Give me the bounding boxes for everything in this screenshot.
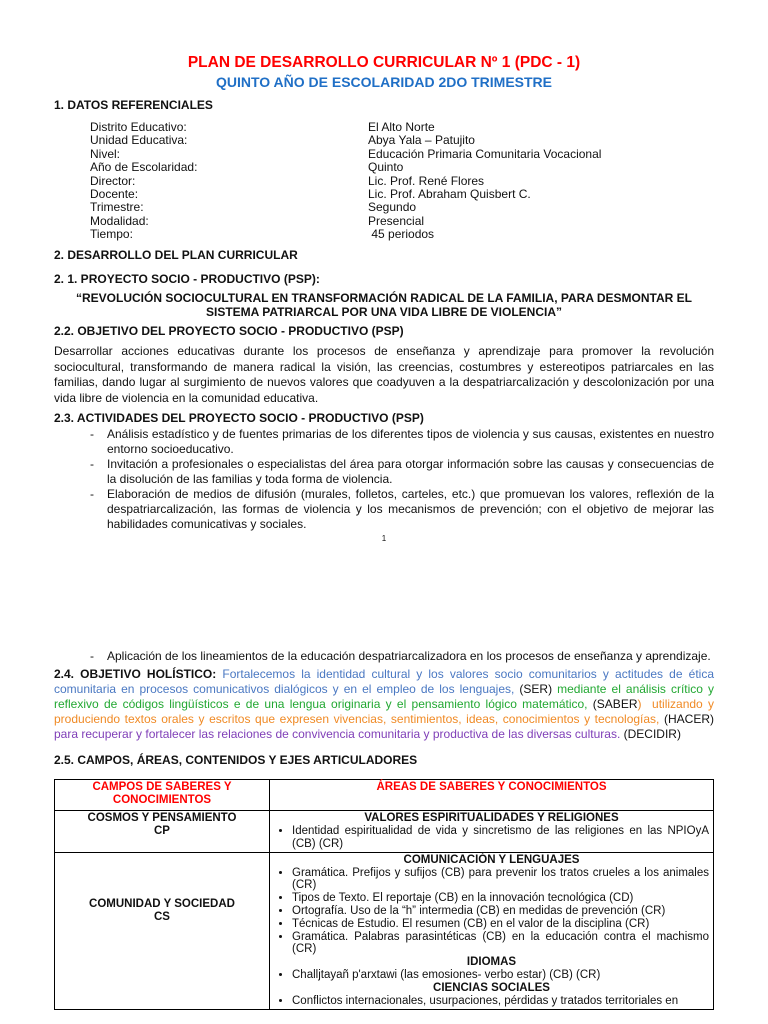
area-content-list: [274, 995, 709, 1008]
table-header-areas: ÁREAS DE SABERES Y CONOCIMIENTOS: [270, 780, 714, 811]
datos-label: Docente:: [90, 186, 139, 201]
list-item: • Challjtayañ p'arxtawi (las emosiones- verbo estar) (CB) (CR): [292, 969, 709, 982]
objetivo-psp-text: Desarrollar acciones educativas durante los procesos de enseñanza y aprendizaje para promover la revolución sociocultural, transformando de manera radical la visión, las creencias, costumbres y estereotipos patriarcales en las familias, dando lugar al surgimiento de nuevos valores que coadyuven a la despatriarcalización y descolonización por una vida libre de violencia en la comunidad educativa.: [54, 344, 714, 405]
areas-cell: [270, 852, 714, 1009]
list-item: • Conflictos internacionales, usurpaciones, pérdidas y tratados territoriales en: [292, 995, 709, 1008]
saber-tag-close: ): [637, 697, 642, 711]
datos-row: [90, 148, 750, 161]
area-title: CIENCIAS SOCIALES: [433, 981, 550, 994]
objetivo-decidir-text: para recuperar y fortalecer las relaciones de convivencia comunitaria y productiva de las diversas culturas.: [54, 712, 721, 741]
datos-value: Segundo: [368, 200, 417, 215]
actividades-list: [90, 427, 714, 532]
list-item: • Técnicas de Estudio. El resumen (CB) en el valor de la disciplina (CR): [292, 918, 709, 931]
table-row: [55, 811, 714, 853]
objetivo-holistico-label: 2.4. OBJETIVO HOLÍSTICO:: [54, 667, 217, 681]
area-content-list: [274, 825, 709, 851]
list-item: • Gramática. Palabras parasintéticas (CB) en la educación contra el machismo (CR): [292, 931, 709, 957]
list-item-text: Invitación a profesionales o especialistas del área para otorgar información sobre las causas y consecuencias de la disolución de las familias y toda forma de violencia.: [107, 457, 714, 486]
datos-row: [90, 228, 750, 241]
campo-code: CS: [154, 911, 170, 924]
datos-value: El Alto Norte: [368, 120, 435, 134]
table-header-campos: CAMPOS DE SABERES Y CONOCIMIENTOS: [55, 780, 270, 811]
datos-label: Modalidad:: [90, 213, 149, 228]
section-heading-psp: 2. 1. PROYECTO SOCIO - PRODUCTIVO (PSP):: [54, 272, 320, 286]
datos-label: Director:: [90, 173, 136, 188]
list-item: • Ortografía. Uso de la “h” intermedia (CB) en medidas de prevención (CR): [292, 905, 709, 918]
datos-row: [90, 188, 750, 201]
campo-name: COMUNIDAD Y SOCIEDAD: [89, 898, 235, 911]
datos-value: 45 periodos: [368, 227, 435, 242]
actividades-list-continued: [90, 649, 714, 664]
datos-row: [90, 175, 750, 188]
datos-row: [90, 201, 750, 214]
objetivo-ser-text: Fortalecemos la identidad cultural y los valores socio comunitarios y actitudes de ética comunitaria en procesos comunicativos dialógicos y en el empleo de los lenguajes,: [54, 667, 714, 696]
section-heading-datos: 1. DATOS REFERENCIALES: [54, 98, 213, 112]
area-title: COMUNICACIÓN Y LENGUAJES: [403, 853, 580, 866]
list-item: - Invitación a profesionales o especialistas del área para otorgar información sobre las causas y consecuencias de la disolución de las familias y toda forma de violencia.: [90, 457, 714, 486]
document-title: PLAN DE DESARROLLO CURRICULAR Nº 1 (PDC - 1): [187, 54, 581, 71]
list-item: • Gramática. Prefijos y sufijos (CB) para prevenir los tratos crueles a los animales (CR): [292, 867, 709, 893]
psp-title: “REVOLUCIÓN SOCIOCULTURAL EN TRANSFORMACIÓN RADICAL DE LA FAMILIA, PARA DESMONTAR EL SISTEMA PATRIARCAL POR UNA VIDA LIBRE DE VIOLENCIA”: [76, 291, 692, 319]
list-item-text: Aplicación de los lineamientos de la educación despatriarcalizadora en los procesos de enseñanza y aprendizaje.: [107, 649, 711, 663]
datos-value: Abya Yala – Patujito: [368, 133, 475, 148]
section-heading-campos: 2.5. CAMPOS, ÁREAS, CONTENIDOS Y EJES ARTICULADORES: [54, 753, 418, 767]
list-item: - Elaboración de medios de difusión (murales, folletos, carteles, etc.) que promuevan los valores, reflexión de la despatriarcalización, las formas de violencia y los mecanismos de prevención; con el objetivo de mejorar las habilidades comunicativas y sociales.: [90, 487, 714, 531]
section-heading-actividades: 2.3. ACTIVIDADES DEL PROYECTO SOCIO - PRODUCTIVO (PSP): [54, 411, 424, 425]
list-item: • Identidad espiritualidad de vida y sincretismo de las religiones en las NPIOyA (CB) (CR): [292, 825, 709, 851]
datos-value: Lic. Prof. René Flores: [368, 173, 485, 188]
list-item-text: Análisis estadístico y de fuentes primarias de los diferentes tipos de violencia y sus causas, existentes en nuestro entorno socioeducativo.: [107, 427, 714, 456]
datos-label: Unidad Educativa:: [90, 133, 188, 148]
campos-table: [54, 779, 714, 1010]
list-item: - Aplicación de los lineamientos de la educación despatriarcalizadora en los procesos de enseñanza y aprendizaje.: [90, 649, 711, 663]
list-item: - Análisis estadístico y de fuentes primarias de los diferentes tipos de violencia y sus causas, existentes en nuestro entorno socioeducativo.: [90, 427, 714, 456]
section-heading-objetivo-psp: 2.2. OBJETIVO DEL PROYECTO SOCIO - PRODUCTIVO (PSP): [54, 324, 404, 338]
datos-label: Distrito Educativo:: [90, 120, 187, 134]
page-number: 1: [381, 534, 387, 543]
datos-referenciales-list: [90, 121, 750, 242]
datos-label: Tiempo:: [90, 227, 133, 242]
table-header-row: [55, 780, 714, 811]
section-heading-desarrollo: 2. DESARROLLO DEL PLAN CURRICULAR: [54, 248, 298, 262]
area-content-list: [274, 867, 709, 957]
datos-label: Trimestre:: [90, 200, 144, 215]
document-subtitle: QUINTO AÑO DE ESCOLARIDAD 2DO TRIMESTRE: [215, 74, 553, 90]
saber-tag: (SABER: [587, 697, 638, 711]
datos-value: Quinto: [368, 160, 404, 175]
datos-row: [90, 121, 750, 134]
list-item: • Tipos de Texto. El reportaje (CB) en la innovación tecnológica (CD): [292, 892, 709, 905]
datos-value: Presencial: [368, 213, 425, 228]
datos-row: [90, 161, 750, 174]
campo-cell: [55, 811, 270, 853]
campo-code: CP: [154, 825, 170, 837]
areas-cell: [270, 811, 714, 853]
datos-value: Lic. Prof. Abraham Quisbert C.: [368, 186, 531, 201]
datos-label: Año de Escolaridad:: [90, 160, 198, 175]
datos-row: [90, 215, 750, 228]
list-item-text: Elaboración de medios de difusión (murales, folletos, carteles, etc.) que promuevan los valores, reflexión de la despatriarcalización, las formas de violencia y los mecanismos de prevención; con el objetivo de mejorar las habilidades comunicativas y sociales.: [107, 487, 714, 531]
datos-value: Educación Primaria Comunitaria Vocacional: [368, 146, 602, 161]
hacer-tag: (HACER): [659, 712, 714, 726]
datos-label: Nivel:: [90, 146, 121, 161]
objetivo-hacer-text: utilizando y produciendo textos orales y escritos que expresen vivencias, sentimientos, ideas, conocimientos y tecnologías,: [54, 697, 718, 726]
decidir-tag: (DECIDIR): [620, 727, 681, 741]
objetivo-holistico: [54, 667, 721, 742]
campo-name: COSMOS Y PENSAMIENTO: [87, 812, 237, 824]
area-content-list: [274, 969, 709, 982]
campo-cell: [55, 852, 270, 1009]
area-title: VALORES ESPIRITUALIDADES Y RELIGIONES: [364, 812, 619, 824]
objetivo-saber-text: mediante el análisis crítico y reflexivo de códigos lingüísticos e de una lengua originaria y el pensamiento lógico matemático,: [54, 682, 715, 711]
table-row: [55, 852, 714, 1009]
datos-row: [90, 134, 750, 147]
area-title: IDIOMAS: [466, 956, 517, 969]
ser-tag: (SER): [514, 682, 553, 696]
